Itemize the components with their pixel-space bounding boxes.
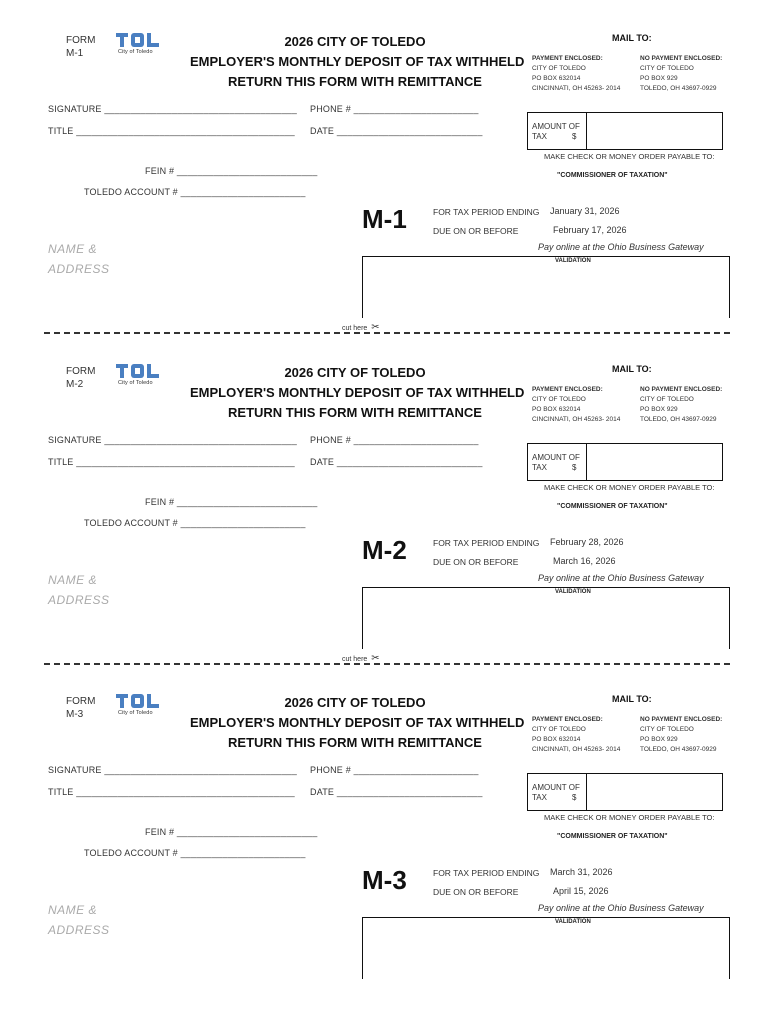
pay-online-note: Pay online at the Ohio Business Gateway	[538, 573, 704, 583]
logo-icon	[116, 693, 160, 709]
coupon-m-1	[0, 0, 770, 330]
toledo-account-field[interactable]: TOLEDO ACCOUNT # ________________________	[84, 848, 306, 858]
address-line: CITY OF TOLEDO	[640, 396, 694, 403]
amount-label-line-2: TAX	[532, 463, 547, 472]
form-label: FORM	[66, 366, 96, 377]
cut-here-text: cut here	[342, 656, 368, 663]
logo-subtitle: City of Toledo	[118, 49, 153, 55]
dollar-sign: $	[572, 463, 577, 472]
cut-here-text: cut here	[342, 325, 368, 332]
amount-label-line-1: AMOUNT OF	[532, 122, 580, 131]
validation-label: VALIDATION	[555, 919, 591, 925]
payment-enclosed-address	[532, 385, 620, 425]
signature-field[interactable]: SIGNATURE _____________________________________	[48, 435, 297, 445]
fein-field[interactable]: FEIN # ___________________________	[145, 497, 318, 507]
address-line: CITY OF TOLEDO	[532, 726, 586, 733]
pay-online-note: Pay online at the Ohio Business Gateway	[538, 242, 704, 252]
form-code-large: M-1	[362, 204, 407, 234]
phone-field[interactable]: PHONE # ________________________	[310, 104, 479, 114]
payee-name: "COMMISSIONER OF TAXATION"	[557, 833, 668, 840]
city-logo	[116, 32, 160, 55]
coupon-m-2	[0, 331, 770, 661]
due-date-value: February 17, 2026	[553, 225, 627, 235]
form-code: M-1	[66, 48, 84, 59]
form-id	[66, 365, 95, 391]
address-line: PO BOX 929	[640, 736, 678, 743]
amount-of-tax-box[interactable]	[527, 112, 723, 150]
payable-to-note: MAKE CHECK OR MONEY ORDER PAYABLE TO:	[544, 152, 715, 161]
title-field[interactable]: TITLE __________________________________________	[48, 126, 295, 136]
title-line-3: RETURN THIS FORM WITH REMITTANCE	[228, 735, 482, 750]
due-date-label: DUE ON OR BEFORE	[433, 887, 519, 897]
address-line: PO BOX 632014	[532, 75, 581, 82]
form-title	[190, 32, 525, 92]
logo-icon	[116, 32, 160, 48]
validation-box	[362, 256, 730, 318]
address-line: CITY OF TOLEDO	[640, 726, 694, 733]
signature-field[interactable]: SIGNATURE _____________________________________	[48, 104, 297, 114]
form-label: FORM	[66, 696, 96, 707]
amount-label-line-1: AMOUNT OF	[532, 783, 580, 792]
name-label: NAME &	[48, 573, 98, 587]
coupon-m-3	[0, 661, 770, 991]
title-field[interactable]: TITLE __________________________________________	[48, 787, 295, 797]
amount-of-tax-box[interactable]	[527, 443, 723, 481]
dollar-sign: $	[572, 793, 577, 802]
city-logo	[116, 693, 160, 716]
cut-line	[44, 663, 730, 665]
fein-field[interactable]: FEIN # ___________________________	[145, 827, 318, 837]
title-line-1: 2026 CITY OF TOLEDO	[284, 365, 426, 380]
name-address-area[interactable]	[48, 900, 110, 940]
tax-period-value: January 31, 2026	[550, 206, 620, 216]
amount-divider	[586, 113, 587, 149]
form-id	[66, 695, 95, 721]
amount-of-tax-box[interactable]	[527, 773, 723, 811]
date-field[interactable]: DATE ____________________________	[310, 787, 483, 797]
payable-to-note: MAKE CHECK OR MONEY ORDER PAYABLE TO:	[544, 813, 715, 822]
amount-label-line-2: TAX	[532, 132, 547, 141]
payee-name: "COMMISSIONER OF TAXATION"	[557, 503, 668, 510]
date-field[interactable]: DATE ____________________________	[310, 126, 483, 136]
logo-subtitle: City of Toledo	[118, 710, 153, 716]
address-line: TOLEDO, OH 43697-0929	[640, 746, 717, 753]
address-line: TOLEDO, OH 43697-0929	[640, 416, 717, 423]
tax-period-value: February 28, 2026	[550, 537, 624, 547]
address-label: ADDRESS	[48, 923, 110, 937]
form-title	[190, 693, 525, 753]
title-line-2: EMPLOYER'S MONTHLY DEPOSIT OF TAX WITHHELD	[190, 715, 525, 730]
phone-field[interactable]: PHONE # ________________________	[310, 435, 479, 445]
address-line: CINCINNATI, OH 45263- 2014	[532, 746, 621, 753]
address-line: CINCINNATI, OH 45263- 2014	[532, 85, 621, 92]
mail-to-heading: MAIL TO:	[612, 33, 652, 43]
no-payment-enclosed-address	[640, 54, 722, 94]
payable-to-note: MAKE CHECK OR MONEY ORDER PAYABLE TO:	[544, 483, 715, 492]
toledo-account-field[interactable]: TOLEDO ACCOUNT # ________________________	[84, 187, 306, 197]
form-title	[190, 363, 525, 423]
logo-icon	[116, 363, 160, 379]
validation-box	[362, 587, 730, 649]
amount-label-line-1: AMOUNT OF	[532, 453, 580, 462]
tax-period-label: FOR TAX PERIOD ENDING	[433, 207, 540, 217]
due-date-value: April 15, 2026	[553, 886, 609, 896]
form-code-large: M-2	[362, 535, 407, 565]
tax-period-label: FOR TAX PERIOD ENDING	[433, 868, 540, 878]
tax-period-value: March 31, 2026	[550, 867, 613, 877]
title-field[interactable]: TITLE __________________________________________	[48, 457, 295, 467]
address-heading: PAYMENT ENCLOSED:	[532, 716, 603, 723]
amount-divider	[586, 774, 587, 810]
validation-box	[362, 917, 730, 979]
title-line-1: 2026 CITY OF TOLEDO	[284, 695, 426, 710]
amount-divider	[586, 444, 587, 480]
title-line-1: 2026 CITY OF TOLEDO	[284, 34, 426, 49]
payment-enclosed-address	[532, 54, 620, 94]
address-line: CITY OF TOLEDO	[532, 65, 586, 72]
address-heading: NO PAYMENT ENCLOSED:	[640, 386, 723, 393]
toledo-account-field[interactable]: TOLEDO ACCOUNT # ________________________	[84, 518, 306, 528]
address-heading: PAYMENT ENCLOSED:	[532, 55, 603, 62]
city-logo	[116, 363, 160, 386]
address-heading: PAYMENT ENCLOSED:	[532, 386, 603, 393]
name-label: NAME &	[48, 903, 98, 917]
name-address-area[interactable]	[48, 570, 110, 610]
form-code-large: M-3	[362, 865, 407, 895]
date-field[interactable]: DATE ____________________________	[310, 457, 483, 467]
address-line: PO BOX 632014	[532, 406, 581, 413]
fein-field[interactable]: FEIN # ___________________________	[145, 166, 318, 176]
scissors-icon: ✂	[371, 322, 380, 333]
logo-subtitle: City of Toledo	[118, 380, 153, 386]
dollar-sign: $	[572, 132, 577, 141]
payee-name: "COMMISSIONER OF TAXATION"	[557, 172, 668, 179]
address-heading: NO PAYMENT ENCLOSED:	[640, 55, 723, 62]
scissors-icon: ✂	[371, 653, 380, 664]
validation-label: VALIDATION	[555, 589, 591, 595]
address-line: CITY OF TOLEDO	[532, 396, 586, 403]
address-line: PO BOX 929	[640, 406, 678, 413]
phone-field[interactable]: PHONE # ________________________	[310, 765, 479, 775]
mail-to-heading: MAIL TO:	[612, 694, 652, 704]
due-date-label: DUE ON OR BEFORE	[433, 557, 519, 567]
due-date-label: DUE ON OR BEFORE	[433, 226, 519, 236]
address-label: ADDRESS	[48, 593, 110, 607]
tax-period-label: FOR TAX PERIOD ENDING	[433, 538, 540, 548]
name-address-area[interactable]	[48, 239, 110, 279]
address-line: CITY OF TOLEDO	[640, 65, 694, 72]
title-line-2: EMPLOYER'S MONTHLY DEPOSIT OF TAX WITHHELD	[190, 385, 525, 400]
address-heading: NO PAYMENT ENCLOSED:	[640, 716, 723, 723]
validation-label: VALIDATION	[555, 258, 591, 264]
mail-to-heading: MAIL TO:	[612, 364, 652, 374]
payment-enclosed-address	[532, 715, 620, 755]
title-line-2: EMPLOYER'S MONTHLY DEPOSIT OF TAX WITHHELD	[190, 54, 525, 69]
name-label: NAME &	[48, 242, 98, 256]
address-line: PO BOX 929	[640, 75, 678, 82]
form-code: M-3	[66, 709, 84, 720]
title-line-3: RETURN THIS FORM WITH REMITTANCE	[228, 405, 482, 420]
address-line: TOLEDO, OH 43697-0929	[640, 85, 717, 92]
no-payment-enclosed-address	[640, 385, 722, 425]
cut-line	[44, 332, 730, 334]
no-payment-enclosed-address	[640, 715, 722, 755]
title-line-3: RETURN THIS FORM WITH REMITTANCE	[228, 74, 482, 89]
form-label: FORM	[66, 35, 96, 46]
form-id	[66, 34, 95, 60]
address-label: ADDRESS	[48, 262, 110, 276]
form-code: M-2	[66, 379, 84, 390]
due-date-value: March 16, 2026	[553, 556, 616, 566]
pay-online-note: Pay online at the Ohio Business Gateway	[538, 903, 704, 913]
signature-field[interactable]: SIGNATURE _____________________________________	[48, 765, 297, 775]
address-line: CINCINNATI, OH 45263- 2014	[532, 416, 621, 423]
amount-label-line-2: TAX	[532, 793, 547, 802]
address-line: PO BOX 632014	[532, 736, 581, 743]
